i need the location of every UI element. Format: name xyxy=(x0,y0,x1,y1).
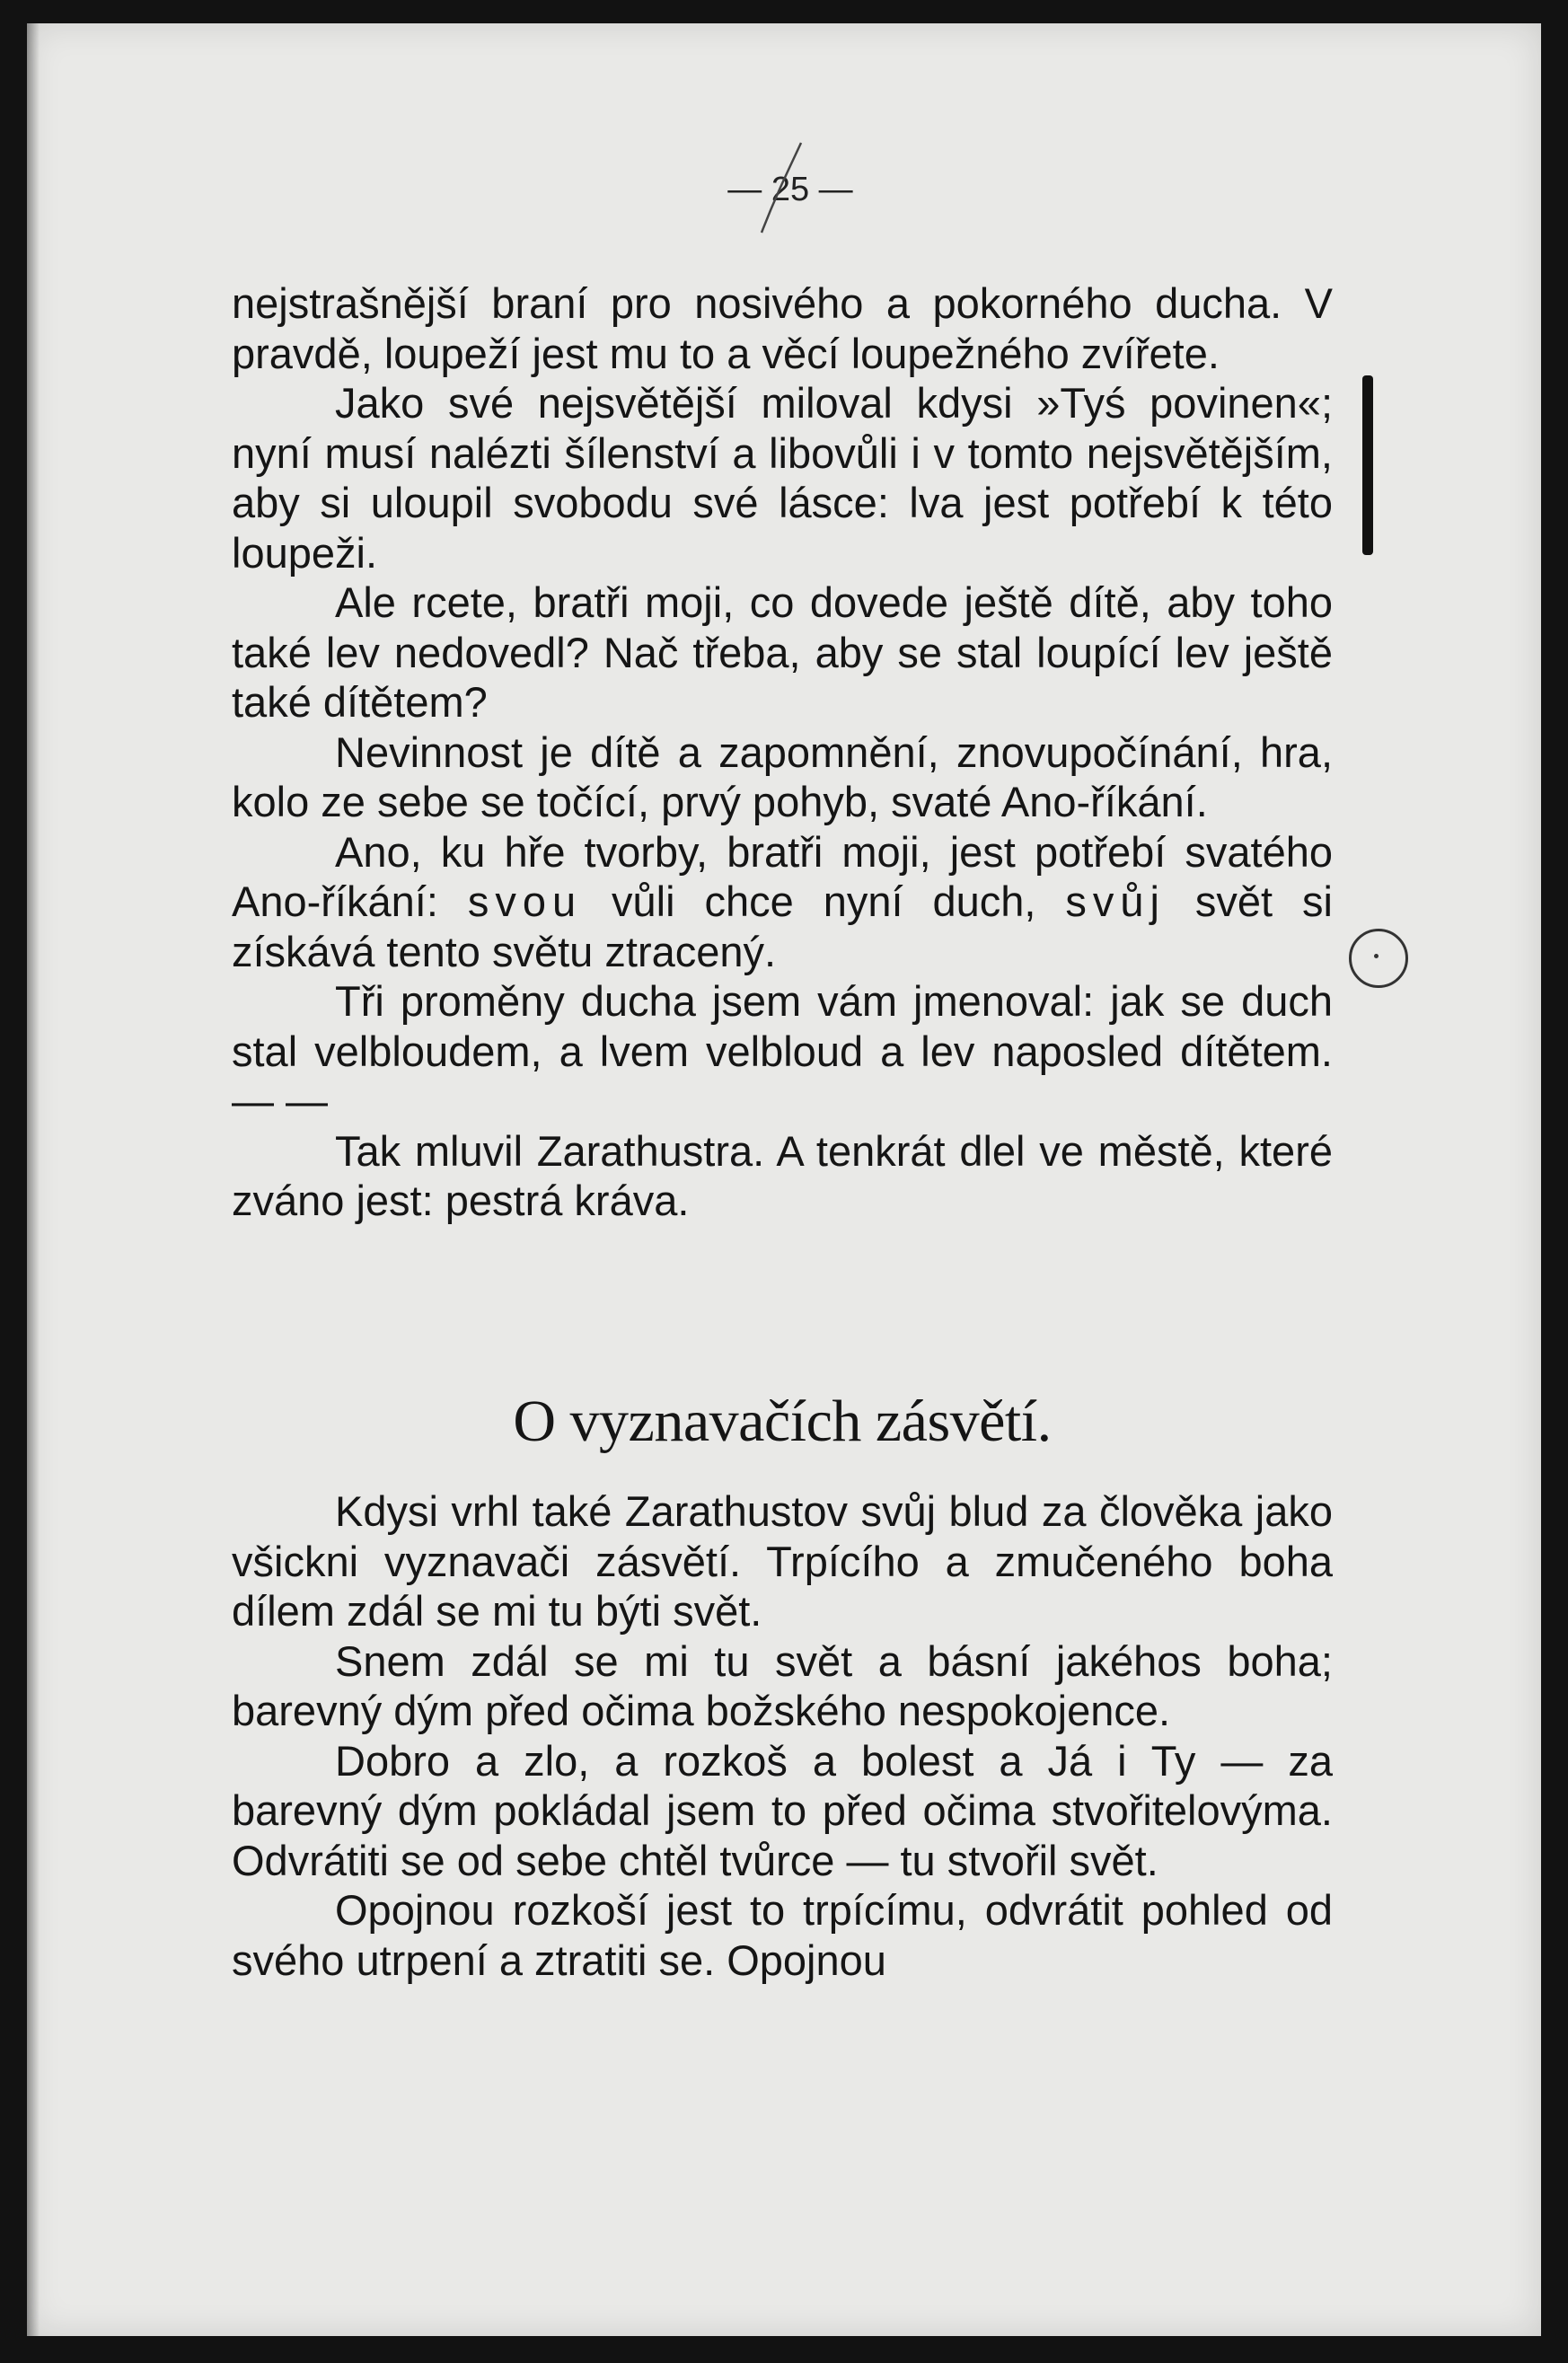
paragraph: Dobro a zlo, a rozkoš a bolest a Já i Ty — za barevný dým pokládal jsem to před očima stvořitelovýma. Odvrátiti se od sebe chtěl tvůrce — tu stvořil svět. xyxy=(232,1736,1333,1884)
margin-dot-mark xyxy=(1374,954,1379,958)
emphasized-word: svou xyxy=(467,877,583,925)
page-edge-shadow xyxy=(27,23,40,2336)
emphasized-word: svůj xyxy=(1065,877,1166,925)
paragraph xyxy=(232,827,1333,977)
paragraph: Jako své nejsvětější miloval kdysi »Tyś povinen«; nyní musí nalézti šílenství a libovůli i v tomto nejsvětějším, aby si uloupil svobodu své lásce: lva jest potřebí k této loupeži. xyxy=(232,379,1333,577)
section-2-text xyxy=(232,1486,1333,1985)
paragraph: nejstrašnější braní pro nosivého a pokorného ducha. V pravdě, loupeží jest mu to a věcí loupežného zvířete. xyxy=(232,279,1333,377)
paragraph-text: vůli chce nyní duch, xyxy=(582,877,1066,925)
paragraph: Tři proměny ducha jsem vám jmenoval: jak se duch stal velbloudem, a lvem velbloud a lev naposled dítětem. — — xyxy=(232,977,1333,1124)
paragraph-text: Ano, ku hře tvorby, bratři moji, jest potřebí svatého Ano-říkání: xyxy=(232,827,1333,925)
section-1-text xyxy=(232,278,1333,1226)
pencil-mark-icon xyxy=(754,139,808,238)
paragraph: Snem zdál se mi tu svět a básní jakéhos boha; barevný dým před očima božského nespokojence. xyxy=(232,1636,1333,1734)
paragraph: Kdysi vrhl také Zarathustov svůj blud za člověka jako všickni vyznavači zásvětí. Trpícího a zmučeného boha dílem zdál se mi tu býti svět. xyxy=(232,1487,1333,1635)
paragraph: Ale rcete, bratři moji, co dovede ještě dítě, aby toho také lev nedovedl? Nač třeba, aby se stal loupící lev ještě také dítětem? xyxy=(232,578,1333,726)
margin-circle-mark xyxy=(1349,929,1408,988)
paragraph: Nevinnost je dítě a zapomnění, znovupočínání, hra, kolo ze sebe se točící, prvý pohyb, svaté Ano-říkání. xyxy=(232,727,1333,825)
chapter-heading: O vyznavačích zásvětí. xyxy=(513,1389,1052,1454)
paragraph: Tak mluvil Zarathustra. A tenkrát dlel ve městě, které zváno jest: pestrá kráva. xyxy=(232,1126,1333,1224)
margin-ink-bar xyxy=(1362,375,1373,555)
paragraph: Opojnou rozkoší jest to trpícímu, odvrátit pohled od svého utrpení a ztratiti se. Opojnou xyxy=(232,1886,1333,1984)
page-number: — 25 — xyxy=(727,171,853,208)
paragraph-text: svět si získává tento světu ztracený. xyxy=(232,877,1333,975)
